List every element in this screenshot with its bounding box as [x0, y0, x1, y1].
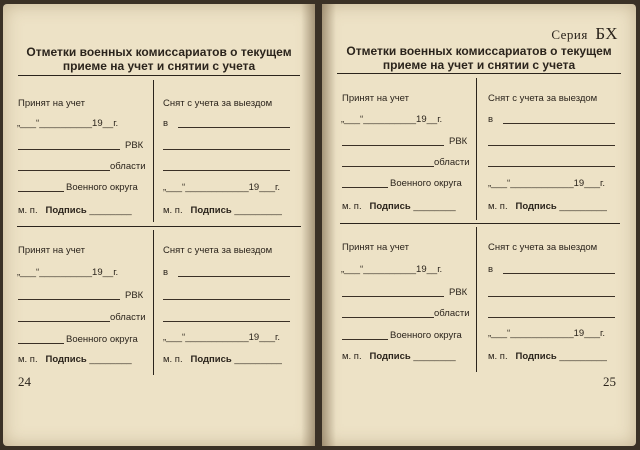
date-field: „___“__________19__г.	[341, 264, 443, 275]
removed-label: Снят с учета за выездом	[488, 93, 598, 104]
region-label: области	[110, 312, 146, 323]
blank-line	[163, 299, 290, 300]
rvk-label: РВК	[125, 290, 144, 301]
stamp-signature: м. п. Подпись _________	[163, 205, 282, 216]
removal-date-field: „___“____________19___г.	[163, 182, 280, 193]
accepted-label: Принят на учет	[342, 242, 409, 253]
column-divider	[153, 80, 154, 222]
date-field: „___“__________19__г.	[17, 267, 119, 278]
military-district-label: Военного округа	[66, 334, 138, 345]
rvk-label: РВК	[449, 287, 468, 298]
left-page	[3, 4, 315, 446]
stamp-signature: м. п. Подпись ________	[342, 201, 456, 212]
destination-line	[503, 123, 615, 124]
district-line	[342, 339, 388, 340]
rvk-line	[18, 299, 120, 300]
destination-in-label: в	[488, 264, 494, 275]
blank-line	[488, 166, 615, 167]
left-page-title: Отметки военных комиссариатов о текущем приеме на учет и снятии с учета	[26, 45, 292, 73]
removal-date-field: „___“____________19___г.	[488, 178, 605, 189]
removed-label: Снят с учета за выездом	[163, 245, 273, 256]
region-label: области	[434, 308, 470, 319]
accepted-label: Принят на учет	[18, 245, 85, 256]
destination-in-label: в	[488, 114, 494, 125]
section-divider	[340, 223, 620, 224]
title-underline	[18, 75, 300, 76]
stamp-signature: м. п. Подпись _________	[163, 354, 282, 365]
blank-line	[488, 296, 615, 297]
rvk-line	[342, 296, 444, 297]
region-label: области	[110, 161, 146, 172]
column-divider	[476, 227, 477, 372]
destination-line	[503, 273, 615, 274]
destination-in-label: в	[163, 267, 169, 278]
right-page-title: Отметки военных комиссариатов о текущем приеме на учет и снятии с учета	[346, 44, 612, 72]
destination-line	[178, 276, 290, 277]
stamp-signature: м. п. Подпись _________	[488, 201, 607, 212]
district-line	[342, 187, 388, 188]
section-divider	[17, 226, 301, 227]
military-district-label: Военного округа	[66, 182, 138, 193]
region-line	[342, 317, 434, 318]
stamp-signature: м. п. Подпись _________	[488, 351, 607, 362]
region-line	[342, 166, 434, 167]
right-page	[322, 4, 636, 446]
removal-date-field: „___“____________19___г.	[488, 328, 605, 339]
region-label: области	[434, 157, 470, 168]
series-label: Серия БХ	[551, 24, 618, 43]
region-line	[18, 170, 110, 171]
military-district-label: Военного округа	[390, 330, 462, 341]
date-field: „___“__________19__г.	[17, 118, 119, 129]
blank-line	[163, 149, 290, 150]
column-divider	[476, 78, 477, 220]
blank-line	[163, 170, 290, 171]
region-line	[18, 321, 110, 322]
page-number: 24	[18, 374, 31, 389]
removal-date-field: „___“____________19___г.	[163, 332, 280, 343]
title-underline	[337, 73, 621, 74]
district-line	[18, 343, 64, 344]
stamp-signature: м. п. Подпись ________	[18, 205, 132, 216]
removed-label: Снят с учета за выездом	[163, 98, 273, 109]
destination-in-label: в	[163, 118, 169, 129]
accepted-label: Принят на учет	[342, 93, 409, 104]
blank-line	[163, 321, 290, 322]
rvk-label: РВК	[449, 136, 468, 147]
removed-label: Снят с учета за выездом	[488, 242, 598, 253]
destination-line	[178, 127, 290, 128]
district-line	[18, 191, 64, 192]
column-divider	[153, 230, 154, 375]
series-code: БХ	[595, 24, 618, 43]
military-district-label: Военного округа	[390, 178, 462, 189]
accepted-label: Принят на учет	[18, 98, 85, 109]
date-field: „___“__________19__г.	[341, 114, 443, 125]
rvk-label: РВК	[125, 140, 144, 151]
blank-line	[488, 145, 615, 146]
stamp-signature: м. п. Подпись ________	[18, 354, 132, 365]
stamp-signature: м. п. Подпись ________	[342, 351, 456, 362]
blank-line	[488, 317, 615, 318]
page-number: 25	[603, 374, 616, 389]
rvk-line	[342, 145, 444, 146]
rvk-line	[18, 149, 120, 150]
